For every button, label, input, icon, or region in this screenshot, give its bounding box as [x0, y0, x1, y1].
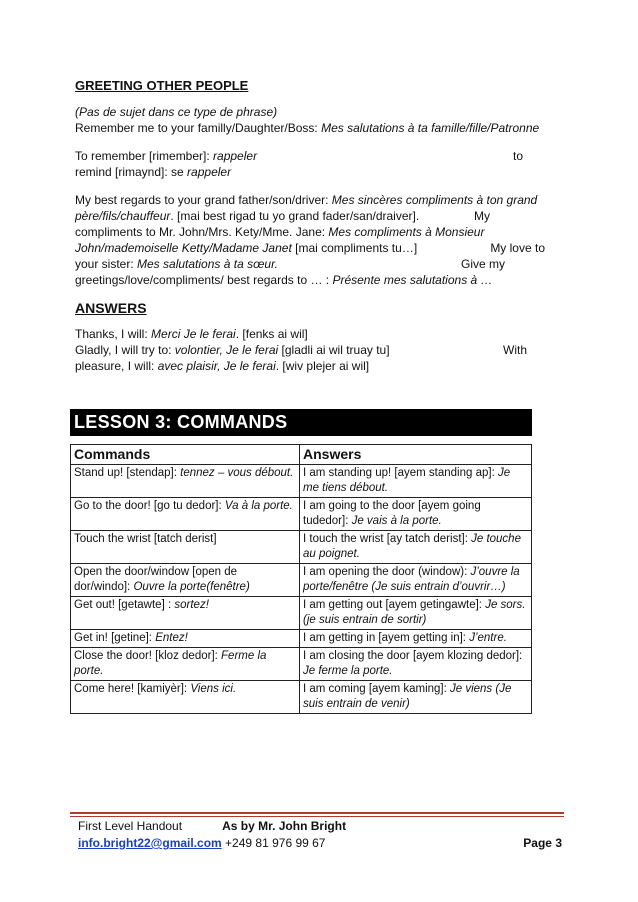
p3-l2-fr: père/fils/chauffeur: [75, 209, 171, 223]
footer-rule-thick: [70, 812, 564, 814]
header-commands: Commands: [71, 445, 300, 465]
answer-text: I am coming [ayem kaming]:: [303, 683, 450, 695]
command-french: Va à la porte.: [224, 500, 293, 512]
answer-text: I am opening the door (window):: [303, 566, 471, 578]
answer-french: Je me tiens débout.: [303, 467, 511, 494]
command-cell: [71, 465, 300, 498]
answer-text: I am standing up! [ayem standing ap]:: [303, 467, 498, 479]
footer-line-2: [78, 836, 562, 850]
table-row: [71, 648, 532, 681]
answer-cell: [300, 465, 532, 498]
table-row: [71, 630, 532, 648]
answer-text: I am closing the door [ayem klozing dedor]:: [303, 650, 523, 662]
answer-cell: [300, 630, 532, 648]
command-text: Stand up! [stendap]:: [74, 467, 181, 479]
p3-l5-en: your sister:: [75, 257, 138, 271]
answers-heading: ANSWERS: [75, 300, 147, 316]
answer-cell: [300, 648, 532, 681]
footer-phone: +249 81 976 99 67: [221, 836, 326, 850]
answers-l1-en: Thanks, I will:: [75, 327, 152, 341]
command-french: Ferme la porte.: [74, 650, 267, 677]
greeting-line1-en: Remember me to your familly/Daughter/Boss:: [75, 121, 322, 135]
greeting-line2-a: To remember [rimember]:: [75, 149, 214, 163]
footer-author: As by Mr. John Bright: [222, 819, 347, 833]
answers-l3-fr: avec plaisir, Je le ferai: [157, 359, 276, 373]
p3-l4-fr: John/mademoiselle Ketty/Madame Janet: [75, 241, 292, 255]
p3-l3-fr: Mes compliments à Monsieur: [328, 225, 485, 239]
command-french: Entez!: [155, 632, 188, 644]
commands-table-body: [71, 465, 532, 714]
answer-text: I touch the wrist [ay tatch derist]:: [303, 533, 472, 545]
command-text: Come here! [kamiyèr]:: [74, 683, 191, 695]
answer-french: Je vais à la porte.: [351, 515, 442, 527]
command-french: tennez – vous débout.: [180, 467, 294, 479]
answers-l3-ph: . [wiv plejer ai wil]: [275, 359, 370, 373]
answer-french: Je touche au poignet.: [303, 533, 521, 560]
p3-l1-en: My best regards to your grand father/son/driver:: [75, 193, 332, 207]
answer-cell: [300, 498, 532, 531]
p3-l3-en: compliments to Mr. John/Mrs. Kety/Mme. Jane:: [75, 225, 329, 239]
greeting-heading: GREETING OTHER PEOPLE: [75, 78, 249, 93]
command-text: Get in! [getine]:: [74, 632, 156, 644]
table-row: [71, 465, 532, 498]
p3-l5-right: Give my: [460, 257, 505, 271]
answer-french: Je sors. (je suis entrain de sortir): [303, 599, 526, 626]
command-cell: [71, 498, 300, 531]
answers-l3-en: pleasure, I will:: [75, 359, 158, 373]
greeting-paragraph-1: [75, 104, 545, 136]
p3-l4-en: [mai compliments tu…]: [291, 241, 418, 255]
footer-email-link[interactable]: info.bright22@gmail.com: [78, 836, 222, 850]
answer-french: Je viens (Je suis entrain de venir): [303, 683, 512, 710]
greeting-line1-fr: Mes salutations à ta famille/fille/Patronne: [321, 121, 540, 135]
table-row: [71, 564, 532, 597]
p3-l2-en: . [mai best rigad tu yo grand fader/san/draiver].: [170, 209, 420, 223]
command-cell: [71, 531, 300, 564]
answer-text: I am getting out [ayem getingawte]:: [303, 599, 486, 611]
answer-cell: [300, 531, 532, 564]
footer-rule-thin: [70, 816, 564, 817]
table-row: [71, 681, 532, 714]
answers-paragraph: [75, 326, 545, 374]
p3-l1-fr: Mes sincères compliments à ton grand: [331, 193, 538, 207]
greeting-note: (Pas de sujet dans ce type de phrase): [75, 105, 278, 119]
answers-l1-ph: . [fenks ai wil]: [235, 327, 308, 341]
p3-l6-fr: Présente mes salutations à …: [332, 273, 493, 287]
table-row: [71, 531, 532, 564]
command-text: Close the door! [kloz dedor]:: [74, 650, 222, 662]
answers-l2-right: With: [503, 343, 527, 357]
lesson-title-bar: LESSON 3: COMMANDS: [70, 409, 532, 436]
answer-text: I am going to the door [ayem going tudedor]:: [303, 500, 481, 527]
answer-cell: [300, 597, 532, 630]
p3-l6-en: greetings/love/compliments/ best regards to … :: [75, 273, 333, 287]
command-cell: [71, 648, 300, 681]
answer-french: Je ferme la porte.: [303, 665, 393, 677]
footer-page-number: Page 3: [523, 836, 562, 850]
command-text: Touch the wrist [tatch derist]: [74, 533, 217, 545]
command-cell: [71, 630, 300, 648]
answer-french: J’entre.: [469, 632, 507, 644]
answers-l2-en: Gladly, I will try to:: [75, 343, 175, 357]
answers-l2-ph: [gladli ai wil truay tu]: [278, 343, 390, 357]
greeting-section: [75, 78, 545, 382]
commands-table: [70, 444, 532, 714]
greeting-line2-b-fr: rappeler: [187, 165, 232, 179]
table-row: [71, 597, 532, 630]
answer-cell: [300, 564, 532, 597]
answer-cell: [300, 681, 532, 714]
greeting-paragraph-2: [75, 148, 545, 180]
command-cell: [71, 681, 300, 714]
table-header-row: [71, 445, 532, 465]
answers-l2-fr: volontier, Je le ferai: [174, 343, 279, 357]
p3-l5-fr: Mes salutations à ta sœur.: [137, 257, 278, 271]
command-text: Go to the door! [go tu dedor]:: [74, 500, 225, 512]
greeting-line2-to: to: [512, 149, 523, 163]
greeting-line2-a-fr: rappeler: [213, 149, 258, 163]
greeting-paragraph-3: [75, 192, 545, 288]
command-cell: [71, 564, 300, 597]
footer-line-1: [78, 819, 346, 833]
answer-french: J’ouvre la porte/fenêtre (Je suis entrain d’ouvrir…): [303, 566, 520, 593]
header-answers: Answers: [300, 445, 532, 465]
table-row: [71, 498, 532, 531]
footer-handout-label: First Level Handout: [78, 819, 183, 833]
p3-l4-right: My love to: [490, 241, 545, 255]
command-french: Ouvre la porte(fenêtre): [133, 581, 250, 593]
command-text: Open the door/window [open de dor/windo]:: [74, 566, 238, 593]
p3-l2-my: My: [474, 209, 490, 223]
command-cell: [71, 597, 300, 630]
command-text: Get out! [getawte] :: [74, 599, 175, 611]
answer-text: I am getting in [ayem getting in]:: [303, 632, 470, 644]
command-french: sortez!: [174, 599, 209, 611]
answers-l1-fr: Merci Je le ferai: [151, 327, 236, 341]
command-french: Viens ici.: [190, 683, 237, 695]
greeting-line2-b: remind [rimaynd]: se: [75, 165, 188, 179]
